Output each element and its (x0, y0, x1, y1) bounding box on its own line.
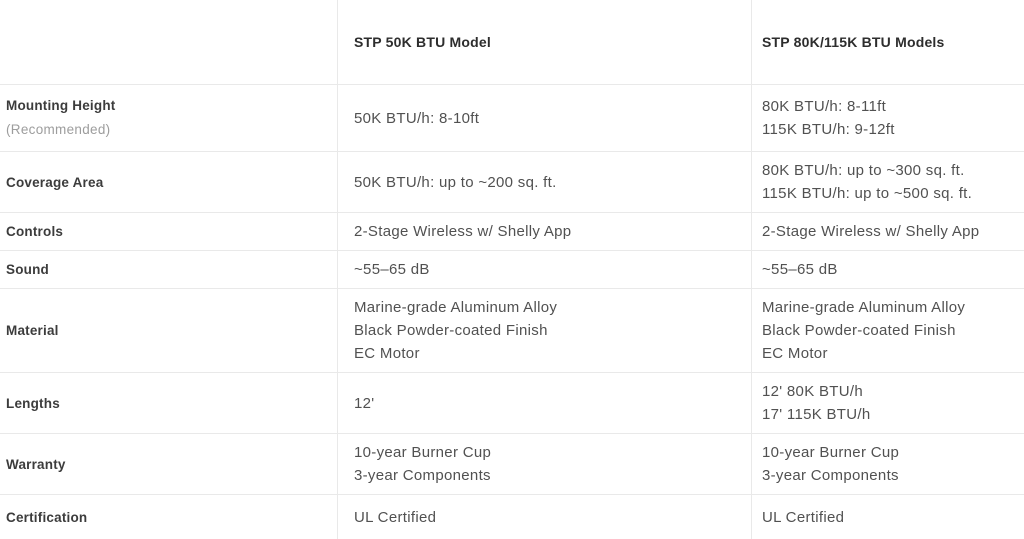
cell-80k-115k-value (751, 289, 1024, 372)
column-header-stp-80k-115k: STP 80K/115K BTU Models (751, 0, 1024, 84)
cell-50k-value (337, 495, 751, 539)
feature-label: Certification (6, 509, 88, 525)
feature-cell (0, 495, 337, 539)
table-header-row (0, 0, 1024, 85)
value-line: 3-year Components (762, 467, 899, 484)
table-row (0, 289, 1024, 373)
cell-80k-115k-value (751, 85, 1024, 151)
feature-label: Sound (6, 262, 49, 277)
value-line: UL Certified (762, 508, 845, 526)
cell-50k-value (337, 289, 751, 372)
cell-50k-value (337, 373, 751, 433)
value-line: 80K BTU/h: 8-11ft (762, 98, 887, 115)
feature-cell (0, 85, 337, 151)
value-line: 50K BTU/h: 8-10ft (354, 109, 480, 127)
feature-cell (0, 373, 337, 433)
cell-50k-value (337, 152, 751, 212)
table-row (0, 85, 1024, 152)
value-line: 12' (354, 394, 375, 412)
value-line: Black Powder-coated Finish (354, 322, 548, 339)
value-line: EC Motor (354, 345, 420, 362)
cell-80k-115k-value (751, 495, 1024, 539)
cell-80k-115k-value (751, 434, 1024, 494)
value-line: 3-year Components (354, 467, 491, 484)
value-line: 2-Stage Wireless w/ Shelly App (354, 223, 572, 240)
feature-cell (0, 289, 337, 372)
cell-50k-value (337, 434, 751, 494)
value-line: 80K BTU/h: up to ~300 sq. ft. (762, 162, 965, 179)
value-line: Black Powder-coated Finish (762, 322, 956, 339)
cell-80k-115k-value (751, 152, 1024, 212)
value-line: Marine-grade Aluminum Alloy (762, 299, 966, 316)
table-body (0, 85, 1024, 539)
value-line: ~55–65 dB (354, 261, 430, 278)
feature-cell (0, 251, 337, 288)
value-line: 115K BTU/h: 9-12ft (762, 121, 895, 138)
cell-80k-115k-value (751, 251, 1024, 288)
cell-50k-value (337, 251, 751, 288)
cell-80k-115k-value (751, 213, 1024, 250)
feature-note: (Recommended) (6, 122, 111, 137)
feature-cell (0, 434, 337, 494)
feature-label: Coverage Area (6, 174, 104, 190)
feature-label: Lengths (6, 395, 60, 411)
value-line: ~55–65 dB (762, 261, 838, 278)
value-line: 50K BTU/h: up to ~200 sq. ft. (354, 173, 557, 191)
column-header-stp-50k: STP 50K BTU Model (337, 0, 751, 84)
table-row (0, 213, 1024, 251)
feature-label: Mounting Height (6, 98, 116, 113)
table-row (0, 251, 1024, 289)
table-row (0, 495, 1024, 539)
cell-50k-value (337, 213, 751, 250)
table-row (0, 152, 1024, 213)
feature-cell (0, 213, 337, 250)
value-line: 2-Stage Wireless w/ Shelly App (762, 223, 980, 240)
value-line: 115K BTU/h: up to ~500 sq. ft. (762, 185, 973, 202)
column-header-feature (0, 0, 337, 84)
value-line: Marine-grade Aluminum Alloy (354, 299, 558, 316)
feature-cell (0, 152, 337, 212)
cell-50k-value (337, 85, 751, 151)
value-line: 10-year Burner Cup (762, 444, 900, 461)
value-line: UL Certified (354, 508, 437, 526)
value-line: 10-year Burner Cup (354, 444, 492, 461)
table-row (0, 373, 1024, 434)
value-line: 12' 80K BTU/h (762, 383, 863, 400)
feature-label: Material (6, 323, 59, 338)
value-line: 17' 115K BTU/h (762, 406, 871, 423)
table-row (0, 434, 1024, 495)
value-line: EC Motor (762, 345, 828, 362)
cell-80k-115k-value (751, 373, 1024, 433)
feature-label: Controls (6, 224, 64, 239)
feature-label: Warranty (6, 456, 66, 472)
